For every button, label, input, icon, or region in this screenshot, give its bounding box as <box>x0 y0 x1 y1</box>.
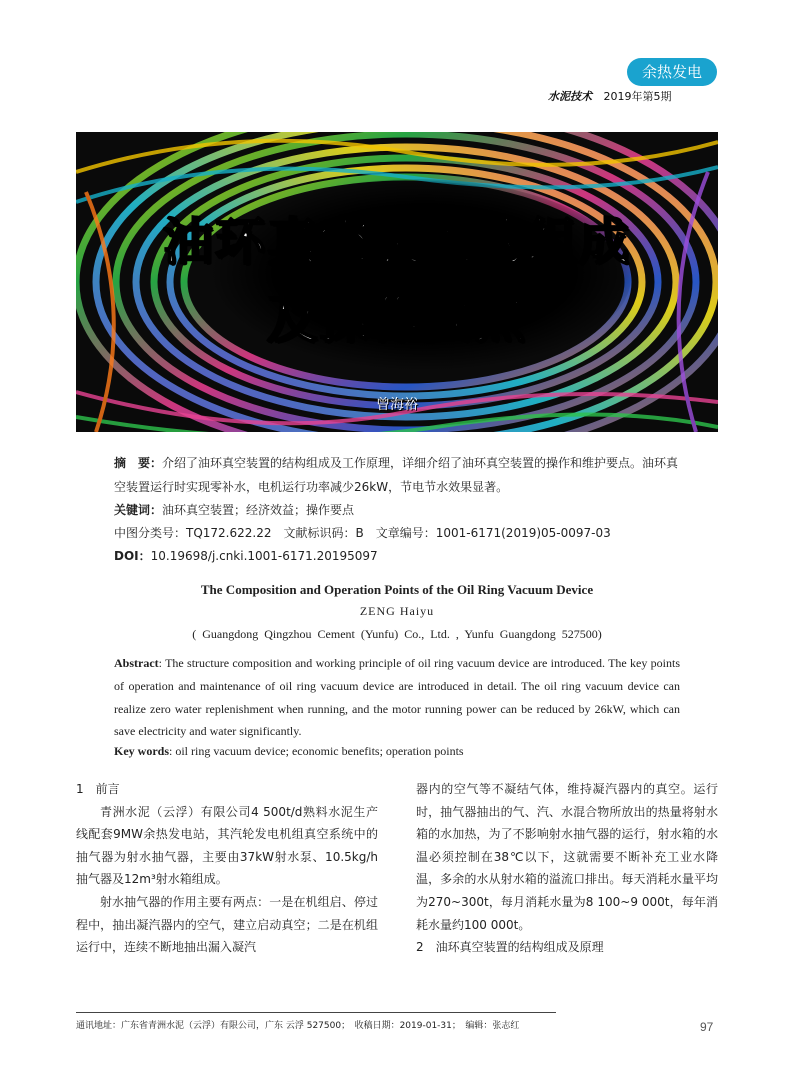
english-affiliation: ( Guangdong Qingzhou Cement (Yunfu) Co., Ltd. , Yunfu Guangdong 527500) <box>192 627 602 641</box>
keywords-cn-label: 关键词： <box>114 503 163 517</box>
section-tag: 余热发电 <box>627 58 717 86</box>
title-line-1: 油环真空装置的组成 <box>163 213 631 271</box>
title-line-2: 及操作要点 <box>267 291 527 349</box>
doi-text: 10.19698/j.cnki.1001-6171.20195097 <box>150 549 378 563</box>
doi-label: DOI： <box>114 549 151 563</box>
section-1-heading: 1 前言 <box>76 782 120 796</box>
section-2-heading: 2 油环真空装置的结构组成及原理 <box>416 940 604 955</box>
abstract-cn-text: 介绍了油环真空装置的结构组成及工作原理，详细介绍了油环真空装置的操作和维护要点。油环真空装置运行时实现零补水，电机运行功率减少26kW，节电节水效果显著。 <box>114 456 679 494</box>
english-title: The Composition and Operation Points of the Oil Ring Vacuum Device <box>200 582 594 597</box>
keywords-cn <box>114 499 689 523</box>
journal-issue: 2019年第5期 <box>603 90 672 103</box>
abstract-cn <box>114 452 689 499</box>
journal-header <box>548 88 672 104</box>
english-abstract-label: Abstract <box>114 656 159 670</box>
body-paragraph-2: 射水抽气器的作用主要有两点：一是在机组启、停过程中，抽出凝汽器内的空气，建立启动真空；二是在机组运行中，连续不断地抽出漏入凝汽 <box>76 894 378 955</box>
english-keywords <box>114 744 680 759</box>
english-keywords-text: : oil ring vacuum device; economic benefits; operation points <box>169 744 464 758</box>
keywords-cn-text: 油环真空装置；经济效益；操作要点 <box>162 503 355 517</box>
footnote: 通讯地址：广东省青洲水泥（云浮）有限公司，广东 云浮 527500； 收稿日期：2019-01-31； 编辑：张志红 <box>76 1021 520 1031</box>
abstract-cn-label: 摘 要： <box>114 456 163 470</box>
english-keywords-label: Key words <box>114 744 169 758</box>
english-abstract-text: : The structure composition and working principle of oil ring vacuum device are introduced. The key points of operation and maintenance of oil ring vacuum device are introduced in detail. The oil ring vacuum device can realize zero water replenishment when running, and the motor running power can be reduced by 26kW, which can save electricity and water significantly. <box>114 656 680 739</box>
body-paragraph-3: 器内的空气等不凝结气体，维持凝汽器内的真空。运行时，抽气器抽出的气、汽、水混合物所放出的热量将射水箱的水加热，为了不影响射水抽气器的运行，射水箱的水温必须控制在38℃以下，这就需要不断补充工业水降温，多余的水从射水箱的溢流口排出。每天消耗水量平均为270~300t，每月消耗水量为8 100~9 000t，每年消耗水量约100 000t。 <box>416 782 718 932</box>
page-number: 97 <box>700 1020 714 1034</box>
english-author: ZENG Haiyu <box>359 604 435 618</box>
english-abstract <box>114 652 680 743</box>
journal-name: 水泥技术 <box>548 90 592 103</box>
body-column-left <box>76 778 378 959</box>
body-paragraph-1: 青洲水泥（云浮）有限公司4 500t/d熟料水泥生产线配套9MW余热发电站，其汽轮发电机组真空系统中的抽气器为射水抽气器，主要由37kW射水泵、10.5kg/h抽气器及12m³射水箱组成。 <box>76 804 378 887</box>
footnote-rule <box>76 1012 556 1013</box>
doi-line <box>114 545 689 569</box>
author-cn: 曾海裕 <box>376 397 418 413</box>
title-banner <box>76 132 718 432</box>
classification-line: 中图分类号：TQ172.622.22 文献标识码：B 文章编号：1001-6171(2019)05-0097-03 <box>114 526 611 540</box>
body-column-right <box>416 778 718 959</box>
